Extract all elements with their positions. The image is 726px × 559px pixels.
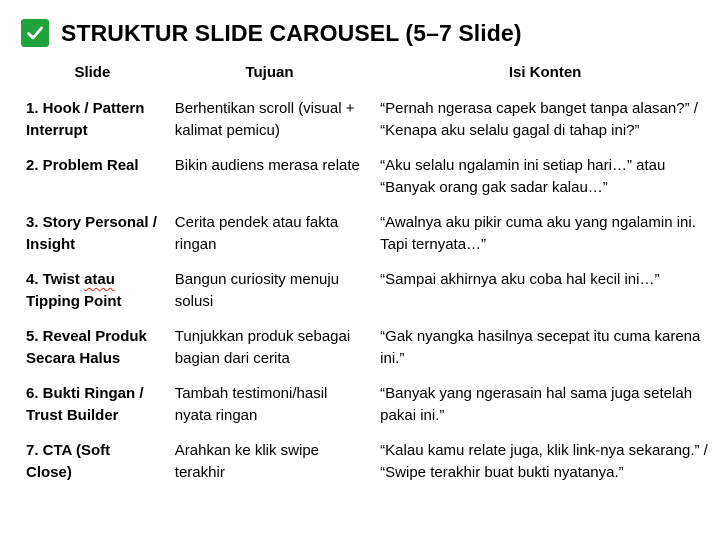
tujuan-cell: Tunjukkan produk sebagai bagian dari cerita bbox=[174, 328, 351, 367]
isi-konten-cell: “Pernah ngerasa capek banget tanpa alasan?” / “Kenapa aku selalu gagal di tahap ini?” bbox=[380, 100, 698, 139]
slide-name-cell: 7. CTA (Soft Close) bbox=[26, 442, 111, 481]
document-heading bbox=[21, 18, 522, 48]
isi-konten-cell: “Banyak yang ngerasain hal sama juga setelah pakai ini.” bbox=[380, 385, 693, 424]
check-mark-icon bbox=[21, 19, 49, 47]
table-row bbox=[18, 269, 718, 326]
isi-konten-cell: “Awalnya aku pikir cuma aku yang ngalamin ini. Tapi ternyata…” bbox=[380, 214, 696, 253]
slide-name-cell: 6. Bukti Ringan / Trust Builder bbox=[26, 385, 144, 424]
header-tujuan: Tujuan bbox=[245, 64, 294, 81]
table-row bbox=[18, 212, 718, 269]
tujuan-cell: Tambah testimoni/hasil nyata ringan bbox=[174, 385, 328, 424]
isi-konten-cell: “Gak nyangka hasilnya secepat itu cuma karena ini.” bbox=[380, 328, 701, 367]
spellcheck-underlined-word: atau bbox=[84, 271, 115, 288]
slide-name-cell: 1. Hook / Pattern Interrupt bbox=[26, 100, 145, 139]
table-row bbox=[18, 155, 718, 212]
tujuan-cell: Bikin audiens merasa relate bbox=[174, 157, 360, 174]
slide-name-part: 4. Twist bbox=[26, 271, 85, 288]
slide-name-part: Tipping Point bbox=[26, 292, 122, 310]
slide-name-cell: 2. Problem Real bbox=[26, 157, 139, 174]
isi-konten-cell: “Sampai akhirnya aku coba hal kecil ini…” bbox=[380, 271, 660, 288]
tujuan-cell: Berhentikan scroll (visual + kalimat pemicu) bbox=[174, 100, 355, 139]
tujuan-cell: Arahkan ke klik swipe terakhir bbox=[174, 442, 320, 481]
slide-name-cell: 3. Story Personal / Insight bbox=[26, 214, 157, 253]
slide-name-cell bbox=[18, 269, 167, 326]
table-row bbox=[18, 383, 718, 440]
table-row bbox=[18, 326, 718, 383]
tujuan-cell: Cerita pendek atau fakta ringan bbox=[174, 214, 339, 253]
isi-konten-cell: “Kalau kamu relate juga, klik link-nya sekarang.” / “Swipe terakhir buat bukti nyatanya.” bbox=[380, 442, 708, 481]
table-header-row bbox=[18, 62, 718, 98]
tujuan-cell: Bangun curiosity menuju solusi bbox=[174, 271, 340, 310]
table-row bbox=[18, 98, 718, 155]
header-isi-konten: Isi Konten bbox=[508, 64, 582, 81]
carousel-structure-table bbox=[18, 62, 718, 497]
header-slide: Slide bbox=[74, 64, 111, 81]
document-title: STRUKTUR SLIDE CAROUSEL (5–7 Slide) bbox=[61, 19, 522, 46]
isi-konten-cell: “Aku selalu ngalamin ini setiap hari…” atau “Banyak orang gak sadar kalau…” bbox=[380, 157, 666, 196]
table-row bbox=[18, 440, 718, 497]
slide-name-cell: 5. Reveal Produk Secara Halus bbox=[26, 328, 147, 367]
